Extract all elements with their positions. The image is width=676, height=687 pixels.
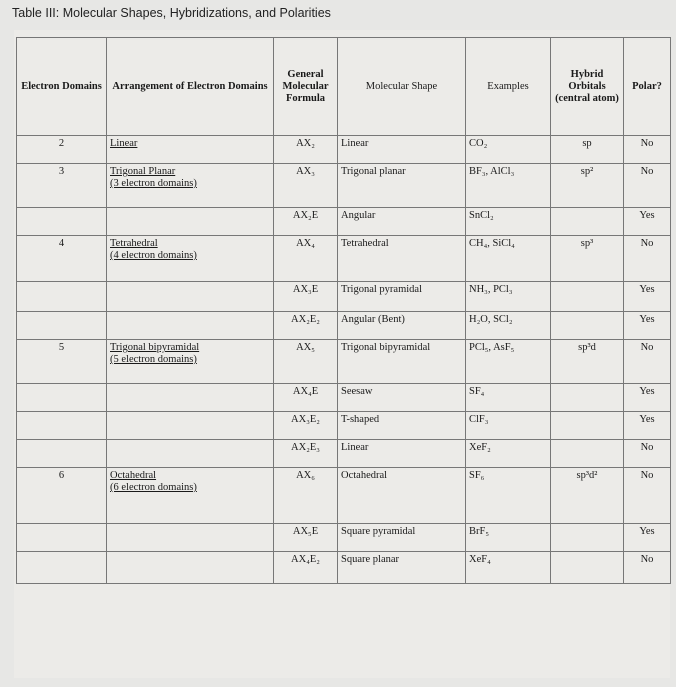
arrangement-name: Trigonal Planar — [110, 166, 176, 177]
electron-domains-cell — [17, 384, 107, 412]
molecular-shapes-table — [16, 37, 671, 584]
table-row — [17, 136, 671, 164]
molecular-shape-cell: Linear — [338, 136, 466, 164]
arrangement-cell — [107, 208, 274, 236]
formula-cell: AX₄E₂ — [274, 552, 338, 584]
hybrid-orbitals-cell — [551, 412, 624, 440]
arrangement-cell — [107, 524, 274, 552]
molecular-shape-cell: Seesaw — [338, 384, 466, 412]
formula-cell: AX₃E₂ — [274, 412, 338, 440]
arrangement-subtext: (5 electron domains) — [110, 354, 197, 365]
polar-cell: Yes — [624, 282, 671, 312]
table-body — [17, 136, 671, 584]
table-row — [17, 208, 671, 236]
table-row — [17, 552, 671, 584]
formula-cell: AX₅E — [274, 524, 338, 552]
examples-cell: BrF₅ — [466, 524, 551, 552]
header-hybrid-orbitals: Hybrid Orbitals (central atom) — [551, 38, 624, 136]
hybrid-orbitals-cell: sp³d — [551, 340, 624, 384]
molecular-shape-cell: Octahedral — [338, 468, 466, 524]
molecular-shape-cell: Square planar — [338, 552, 466, 584]
arrangement-subtext: (3 electron domains) — [110, 178, 197, 189]
table-row — [17, 384, 671, 412]
page-title: Table III: Molecular Shapes, Hybridizations, and Polarities — [12, 6, 331, 20]
formula-cell: AX₅ — [274, 340, 338, 384]
arrangement-subtext: (4 electron domains) — [110, 250, 197, 261]
electron-domains-cell — [17, 552, 107, 584]
molecular-shape-cell: Trigonal bipyramidal — [338, 340, 466, 384]
table-row — [17, 282, 671, 312]
arrangement-cell — [107, 552, 274, 584]
examples-cell: PCl₅, AsF₅ — [466, 340, 551, 384]
formula-cell: AX₂ — [274, 136, 338, 164]
molecular-shape-cell: Trigonal planar — [338, 164, 466, 208]
molecular-shape-cell: Angular — [338, 208, 466, 236]
examples-cell: ClF₃ — [466, 412, 551, 440]
molecular-shape-cell: Square pyramidal — [338, 524, 466, 552]
hybrid-orbitals-cell — [551, 282, 624, 312]
molecular-shape-cell: Trigonal pyramidal — [338, 282, 466, 312]
examples-cell: XeF₄ — [466, 552, 551, 584]
hybrid-orbitals-cell: sp³d² — [551, 468, 624, 524]
header-electron-domains: Electron Domains — [17, 38, 107, 136]
hybrid-orbitals-cell — [551, 208, 624, 236]
arrangement-name: Linear — [110, 138, 138, 149]
polar-cell: Yes — [624, 524, 671, 552]
table-row — [17, 164, 671, 208]
arrangement-subtext: (6 electron domains) — [110, 482, 197, 493]
polar-cell: No — [624, 236, 671, 282]
electron-domains-cell — [17, 208, 107, 236]
arrangement-cell — [107, 136, 274, 164]
arrangement-cell — [107, 384, 274, 412]
formula-cell: AX₂E₂ — [274, 312, 338, 340]
polar-cell: Yes — [624, 412, 671, 440]
examples-cell: XeF₂ — [466, 440, 551, 468]
arrangement-name: Octahedral — [110, 470, 157, 481]
examples-cell: H₂O, SCl₂ — [466, 312, 551, 340]
hybrid-orbitals-cell: sp — [551, 136, 624, 164]
molecular-shape-cell: Angular (Bent) — [338, 312, 466, 340]
electron-domains-cell — [17, 282, 107, 312]
arrangement-cell — [107, 312, 274, 340]
table-row — [17, 524, 671, 552]
electron-domains-cell — [17, 412, 107, 440]
table-row — [17, 236, 671, 282]
arrangement-name: Tetrahedral — [110, 238, 158, 249]
arrangement-cell — [107, 440, 274, 468]
arrangement-name: Trigonal bipyramidal — [110, 342, 200, 353]
electron-domains-cell: 3 — [17, 164, 107, 208]
arrangement-cell — [107, 412, 274, 440]
table-row — [17, 440, 671, 468]
electron-domains-cell: 6 — [17, 468, 107, 524]
formula-cell: AX₂E₃ — [274, 440, 338, 468]
hybrid-orbitals-cell — [551, 384, 624, 412]
molecular-shape-cell: T-shaped — [338, 412, 466, 440]
arrangement-cell — [107, 164, 274, 208]
polar-cell: No — [624, 468, 671, 524]
electron-domains-cell: 2 — [17, 136, 107, 164]
arrangement-cell — [107, 468, 274, 524]
formula-cell: AX₂E — [274, 208, 338, 236]
hybrid-orbitals-cell: sp³ — [551, 236, 624, 282]
examples-cell: SnCl₂ — [466, 208, 551, 236]
header-molecular-shape: Molecular Shape — [338, 38, 466, 136]
table-row — [17, 468, 671, 524]
header-examples: Examples — [466, 38, 551, 136]
header-arrangement: Arrangement of Electron Domains — [107, 38, 274, 136]
arrangement-cell — [107, 236, 274, 282]
header-polar: Polar? — [624, 38, 671, 136]
arrangement-cell — [107, 282, 274, 312]
electron-domains-cell: 5 — [17, 340, 107, 384]
examples-cell: SF₄ — [466, 384, 551, 412]
hybrid-orbitals-cell — [551, 312, 624, 340]
electron-domains-cell — [17, 524, 107, 552]
examples-cell: NH₃, PCl₃ — [466, 282, 551, 312]
molecular-shape-cell: Linear — [338, 440, 466, 468]
examples-cell: CH₄, SiCl₄ — [466, 236, 551, 282]
hybrid-orbitals-cell: sp² — [551, 164, 624, 208]
formula-cell: AX₃E — [274, 282, 338, 312]
hybrid-orbitals-cell — [551, 524, 624, 552]
electron-domains-cell: 4 — [17, 236, 107, 282]
examples-cell: SF₆ — [466, 468, 551, 524]
electron-domains-cell — [17, 312, 107, 340]
polar-cell: No — [624, 164, 671, 208]
polar-cell: No — [624, 340, 671, 384]
header-formula: General Molecular Formula — [274, 38, 338, 136]
examples-cell: BF₃, AlCl₃ — [466, 164, 551, 208]
polar-cell: No — [624, 552, 671, 584]
polar-cell: Yes — [624, 312, 671, 340]
polar-cell: No — [624, 440, 671, 468]
table-row — [17, 312, 671, 340]
formula-cell: AX₄E — [274, 384, 338, 412]
electron-domains-cell — [17, 440, 107, 468]
hybrid-orbitals-cell — [551, 440, 624, 468]
arrangement-cell — [107, 340, 274, 384]
polar-cell: No — [624, 136, 671, 164]
polar-cell: Yes — [624, 384, 671, 412]
formula-cell: AX₃ — [274, 164, 338, 208]
table-row — [17, 412, 671, 440]
table-row — [17, 340, 671, 384]
hybrid-orbitals-cell — [551, 552, 624, 584]
examples-cell: CO₂ — [466, 136, 551, 164]
formula-cell: AX₆ — [274, 468, 338, 524]
molecular-shape-cell: Tetrahedral — [338, 236, 466, 282]
formula-cell: AX₄ — [274, 236, 338, 282]
polar-cell: Yes — [624, 208, 671, 236]
